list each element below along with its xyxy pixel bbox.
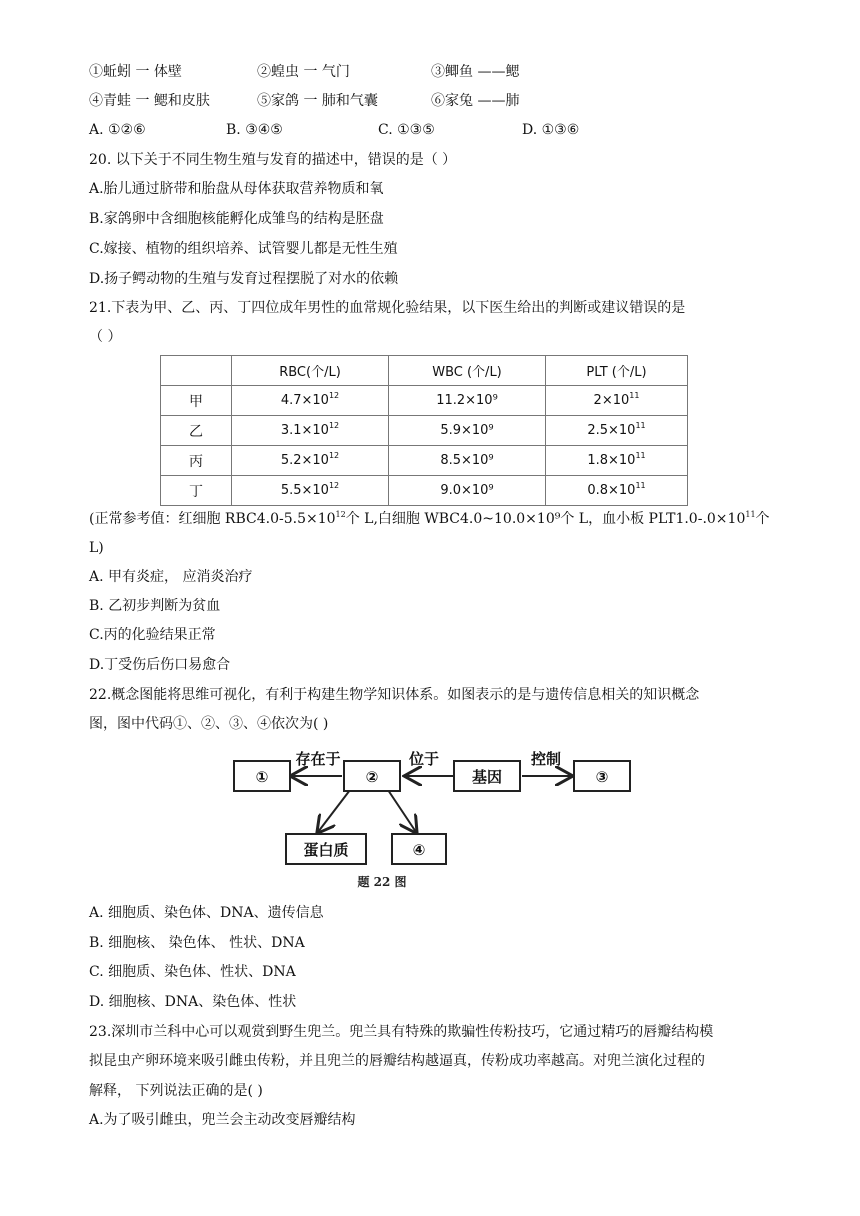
wbc-value: 8.5×10⁹ — [389, 446, 546, 476]
arrow-to-box4 — [388, 790, 416, 832]
q22-option-c: C. 细胞质、染色体、性状、DNA — [89, 964, 296, 980]
protein-label: 蛋白质 — [303, 841, 349, 859]
diagram-caption: 题 22 图 — [357, 875, 407, 889]
blood-test-table — [160, 355, 688, 506]
gene-label: 基因 — [471, 768, 503, 786]
q21-stem-bracket: （ ） — [89, 329, 122, 345]
row-name: 乙 — [161, 416, 232, 446]
box-4-label: ④ — [412, 841, 426, 859]
box-3-label: ③ — [595, 768, 609, 786]
gene-concept-diagram — [228, 740, 648, 895]
rbc-value: $5.2\times 10^{12}$ — [232, 446, 389, 476]
q23-stem-line2: 拟昆虫产卵环境来吸引雌虫传粉，并且兜兰的唇瓣结构越逼真，传粉成功率越高。对兜兰演化过程的 — [89, 1053, 705, 1069]
table-row — [161, 476, 688, 506]
q19-option-4: ④青蛙 一 鳃和皮肤 — [89, 93, 210, 109]
q21-reference-values: (正常参考值：红细胞 $RBC4.0-5.5\times 10^{12}$个 L,白细胞 WBC4.0~10.0×10⁹个 L，血小板 $PLT1.0-.0\times 10^{11}$个 — [89, 510, 770, 527]
q21-option-d: D.丁受伤后伤口易愈合 — [89, 657, 231, 673]
q19-choice-c: C. ①③⑤ — [378, 122, 435, 138]
table-row — [161, 416, 688, 446]
q22-option-a: A. 细胞质、染色体、DNA、遗传信息 — [89, 905, 324, 921]
q20-option-b: B.家鸽卵中含细胞核能孵化成雏鸟的结构是胚盘 — [89, 211, 384, 227]
table-header-blank — [161, 356, 232, 386]
q19-option-1: ①蚯蚓 一 体壁 — [89, 64, 182, 80]
plt-value: $2\times 10^{11}$ — [546, 386, 688, 416]
q21-option-a: A. 甲有炎症， 应消炎治疗 — [89, 569, 253, 585]
rbc-value: $4.7\times 10^{12}$ — [232, 386, 389, 416]
wbc-value: 9.0×10⁹ — [389, 476, 546, 506]
q19-choice-a: A. ①②⑥ — [89, 122, 146, 138]
q22-option-b: B. 细胞核、 染色体、 性状、DNA — [89, 935, 305, 951]
wbc-value: 5.9×10⁹ — [389, 416, 546, 446]
plt-value: $0.8\times 10^{11}$ — [546, 476, 688, 506]
plt-value: $2.5\times 10^{11}$ — [546, 416, 688, 446]
q20-stem: 20. 以下关于不同生物生殖与发育的描述中，错误的是（ ） — [89, 152, 457, 168]
table-header-row — [161, 356, 688, 386]
q22-option-d: D. 细胞核、DNA、染色体、性状 — [89, 994, 297, 1010]
table-header-rbc: RBC(个/L) — [232, 356, 389, 386]
row-name: 丁 — [161, 476, 232, 506]
q19-option-2: ②蝗虫 一 气门 — [257, 64, 350, 80]
q22-stem-line2: 图，图中代码①、②、③、④依次为( ) — [89, 716, 329, 732]
q23-option-a: A.为了吸引雌虫，兜兰会主动改变唇瓣结构 — [89, 1112, 356, 1128]
table-row — [161, 446, 688, 476]
table-header-wbc: WBC (个/L) — [389, 356, 546, 386]
table-row — [161, 386, 688, 416]
row-name: 丙 — [161, 446, 232, 476]
label-located: 位于 — [408, 750, 440, 768]
q20-option-c: C.嫁接、植物的组织培养、试管婴儿都是无性生殖 — [89, 241, 398, 257]
row-name: 甲 — [161, 386, 232, 416]
box-1-label: ① — [255, 768, 269, 786]
label-control: 控制 — [530, 750, 562, 768]
q19-option-6: ⑥家兔 ——肺 — [431, 93, 520, 109]
q21-reference-values-end: L) — [89, 540, 104, 556]
q19-option-3: ③鲫鱼 ——鳃 — [431, 64, 520, 80]
q21-stem: 21.下表为甲、乙、丙、丁四位成年男性的血常规化验结果，以下医生给出的判断或建议错误的是 — [89, 300, 686, 316]
box-2-label: ② — [365, 768, 379, 786]
q19-choice-b: B. ③④⑤ — [226, 122, 283, 138]
q19-choice-d: D. ①③⑥ — [522, 122, 580, 138]
q19-option-5: ⑤家鸽 一 肺和气囊 — [257, 93, 378, 109]
q23-stem-line3: 解释， 下列说法正确的是( ) — [89, 1083, 263, 1099]
plt-value: $1.8\times 10^{11}$ — [546, 446, 688, 476]
q21-option-c: C.丙的化验结果正常 — [89, 627, 216, 643]
q20-option-a: A.胎儿通过脐带和胎盘从母体获取营养物质和氧 — [89, 181, 384, 197]
rbc-value: $5.5\times 10^{12}$ — [232, 476, 389, 506]
q21-option-b: B. 乙初步判断为贫血 — [89, 598, 221, 614]
label-exist: 存在于 — [295, 750, 341, 768]
table-header-plt: PLT (个/L) — [546, 356, 688, 386]
q22-stem: 22.概念图能将思维可视化，有利于构建生物学知识体系。如图表示的是与遗传信息相关的知识概念 — [89, 687, 700, 703]
rbc-value: $3.1\times 10^{12}$ — [232, 416, 389, 446]
arrow-to-protein — [318, 790, 350, 832]
wbc-value: 11.2×10⁹ — [389, 386, 546, 416]
q23-stem-line1: 23.深圳市兰科中心可以观赏到野生兜兰。兜兰具有特殊的欺骗性传粉技巧，它通过精巧的唇瓣结构模 — [89, 1024, 714, 1040]
q20-option-d: D.扬子鳄动物的生殖与发育过程摆脱了对水的依赖 — [89, 271, 399, 287]
